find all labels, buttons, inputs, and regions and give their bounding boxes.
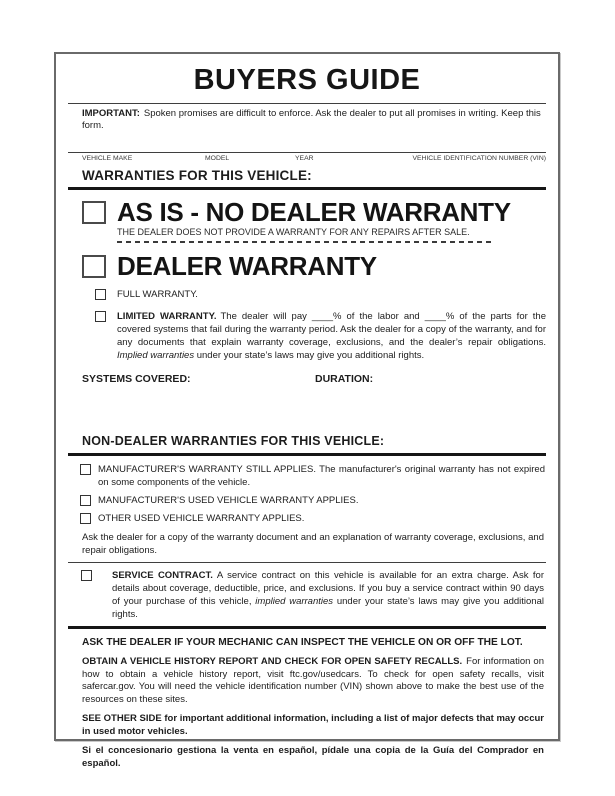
full-warranty-checkbox[interactable] [95,289,106,300]
non-dealer-heading: NON-DEALER WARRANTIES FOR THIS VEHICLE: [82,434,385,448]
manufacturers-used-warranty-text: MANUFACTURER'S USED VEHICLE WARRANTY APPLIES. [98,495,359,506]
divider [68,103,546,104]
service-contract-body-end: under your state’s laws may give you additional rights. [112,596,544,620]
duration-label: DURATION: [315,373,374,385]
service-contract-checkbox[interactable] [81,570,92,581]
ask-copy-paragraph: Ask the dealer for a copy of the warranty document and an explanation of warranty coverage, exclusions, and repair obligations. [82,532,544,556]
manufacturers-warranty-checkbox[interactable] [80,464,91,475]
limited-warranty-body-end: under your state’s laws may give you additional rights. [194,350,425,361]
dashed-divider [117,241,495,243]
important-notice [82,108,544,132]
manufacturers-warranty-text: MANUFACTURER'S WARRANTY STILL APPLIES. The manufacturer's original warranty has not expired on some components of the vehicle. [98,464,545,488]
buyers-guide-form [54,52,560,769]
vehicle-fields-row [68,155,546,164]
manufacturers-warranty-item [80,463,546,489]
as-is-checkbox[interactable] [82,201,106,224]
dealer-warranty-heading: DEALER WARRANTY [117,251,377,281]
important-label: IMPORTANT: [82,108,140,119]
service-contract-item [81,569,546,621]
vehicle-vin-label: VEHICLE IDENTIFICATION NUMBER (VIN) [412,155,546,162]
dealer-warranty-checkbox[interactable] [82,255,106,278]
history-report-body: For information on how to obtain a vehicle history report, visit ftc.gov/usedcars. To check for open safety recalls, visit safercar.gov. You will need the vehicle identification number (VIN) shown above to make the best use of the resources on these sites. [82,656,544,705]
manufacturers-used-warranty-item [80,494,546,507]
limited-warranty-checkbox[interactable] [95,311,106,322]
as-is-heading: AS IS - NO DEALER WARRANTY [117,197,511,227]
service-contract-body: A service contract on this vehicle is available for an extra charge. Ask for details about coverage, deductible, price, and exclusions. If you buy a service contract within 90 days of your purchase of this vehicle, [112,570,545,607]
full-warranty-label: FULL WARRANTY. [117,289,198,300]
implied-warranties-phrase: implied warranties [255,596,334,607]
spanish-notice: Si el concesionario gestiona la venta en español, pídale una copia de la Guía del Comprador en español. [82,745,544,769]
history-report-lead: OBTAIN A VEHICLE HISTORY REPORT AND CHECK FOR OPEN SAFETY RECALLS. [82,656,463,667]
limited-warranty-body: The dealer will pay ____% of the labor and ____% of the parts for the covered systems that fail during the warranty period. Ask the dealer for a copy of the warranty, and for any documents that explain warranty coverage, exclusions, and the dealer’s repair obligations. [117,311,547,348]
divider [68,187,546,190]
manufacturers-used-warranty-checkbox[interactable] [80,495,91,506]
divider [68,626,546,629]
divider [68,152,546,153]
limited-warranty-text [117,310,546,362]
service-contract-text [112,569,544,621]
divider [68,562,546,563]
vehicle-model-label: MODEL [205,155,230,162]
as-is-section [68,199,546,243]
other-used-warranty-item [80,512,546,525]
systems-duration-row [82,373,546,386]
implied-warranties-phrase: Implied warranties [117,350,195,361]
as-is-subtext: THE DEALER DOES NOT PROVIDE A WARRANTY FOR ANY REPAIRS AFTER SALE. [117,227,470,237]
service-contract-lead: SERVICE CONTRACT. [112,570,213,581]
other-used-warranty-text: OTHER USED VEHICLE WARRANTY APPLIES. [98,513,305,524]
important-text: Spoken promises are difficult to enforce. Ask the dealer to put all promises in writing. Keep this form. [82,108,541,131]
vehicle-make-label: VEHICLE MAKE [82,155,133,162]
divider [68,453,546,456]
full-warranty-item [95,288,546,301]
systems-covered-label: SYSTEMS COVERED: [82,373,191,385]
history-report-paragraph [82,656,544,706]
dealer-warranty-section [68,253,546,280]
limited-warranty-lead: LIMITED WARRANTY. [117,311,217,322]
limited-warranty-item [95,310,546,362]
page-title: BUYERS GUIDE [193,64,421,96]
warranties-heading: WARRANTIES FOR THIS VEHICLE: [82,168,312,183]
other-used-warranty-checkbox[interactable] [80,513,91,524]
vehicle-year-label: YEAR [295,155,314,162]
see-other-side-paragraph: SEE OTHER SIDE for important additional information, including a list of major defects that may occur in used motor vehicles. [82,713,544,737]
mechanic-inspect-line: ASK THE DEALER IF YOUR MECHANIC CAN INSPECT THE VEHICLE ON OR OFF THE LOT. [82,637,523,648]
write-in-area [68,386,546,430]
